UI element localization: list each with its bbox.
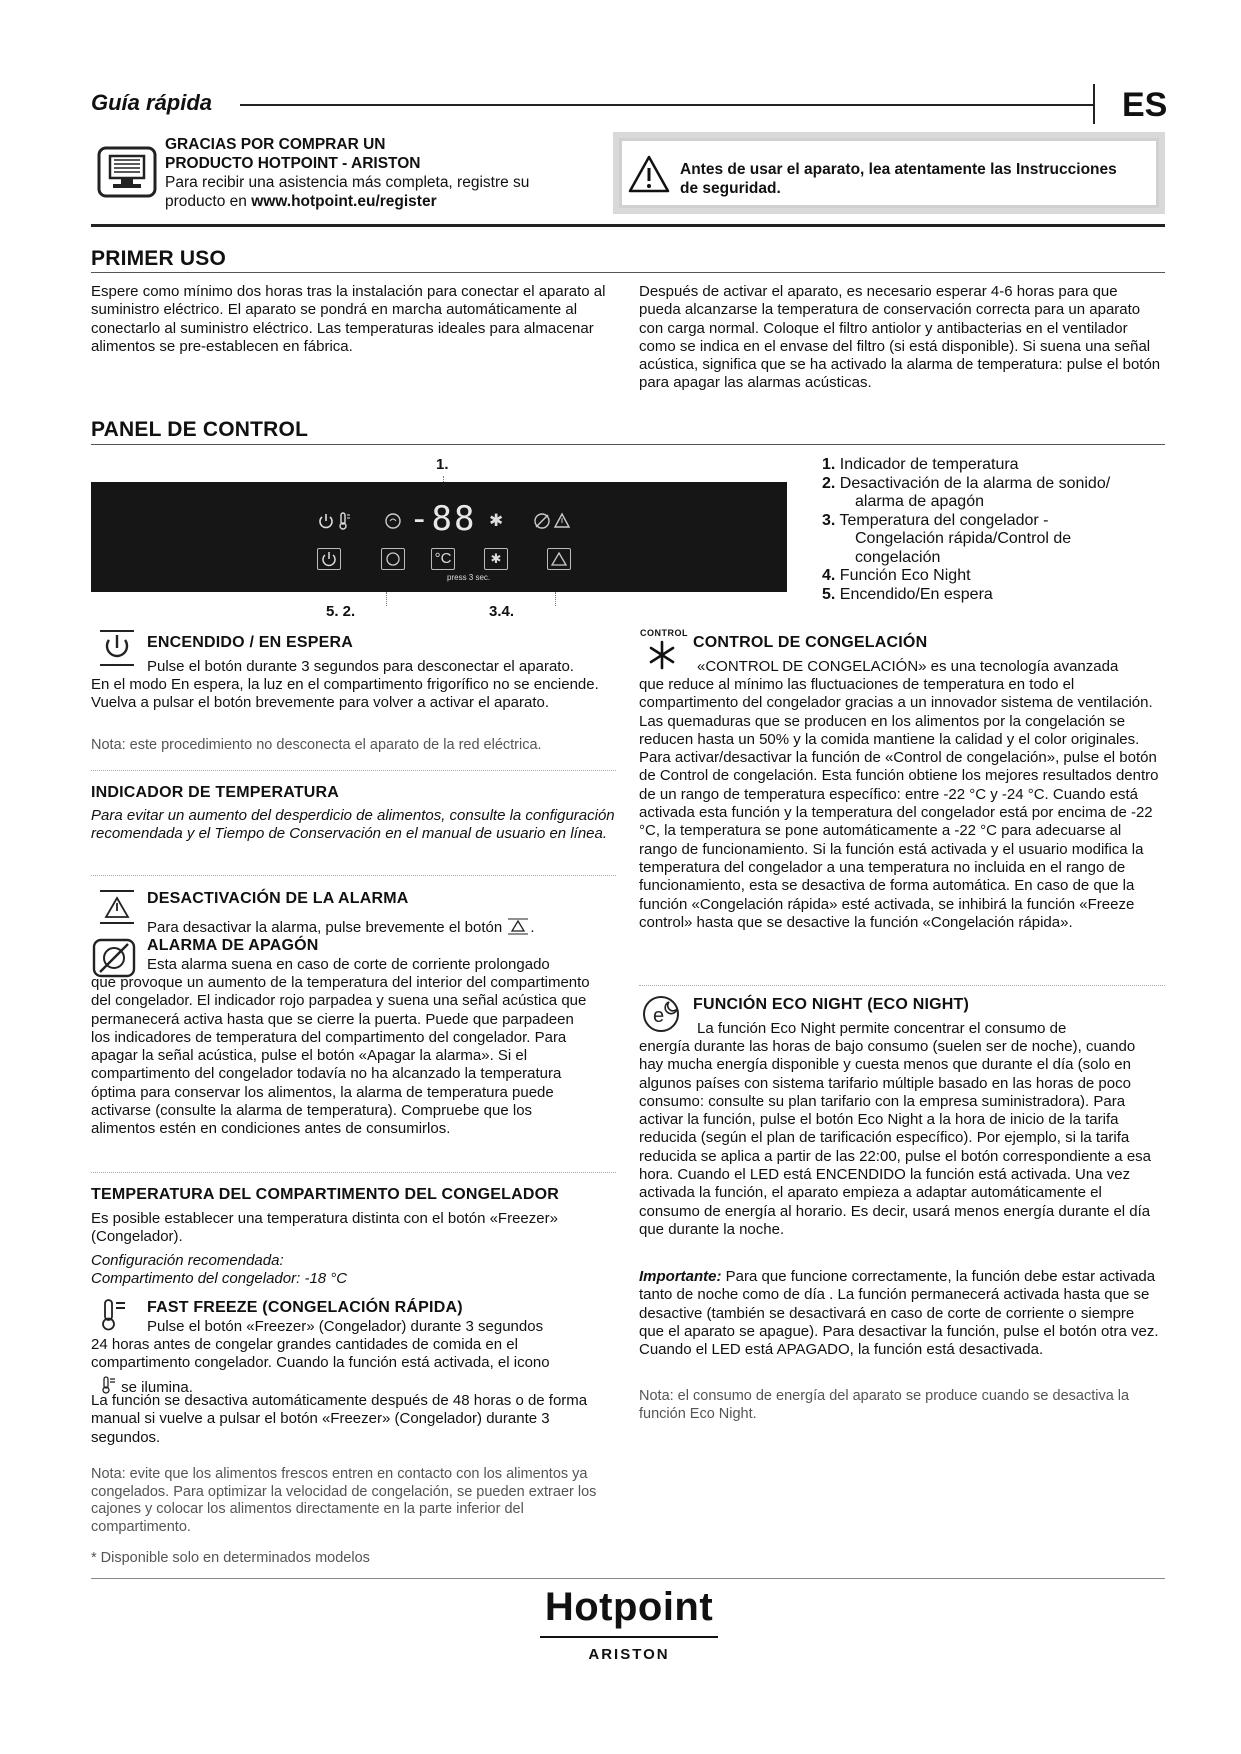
divider [91, 1172, 616, 1173]
language-code: ES [1122, 86, 1168, 124]
temperatura-text: Es posible establecer una temperatura distinta con el botón «Freezer» (Congelador). [91, 1210, 558, 1246]
fast-freeze-note: Nota: evite que los alimentos frescos entren en contacto con los alimentos ya congelados. Para optimizar la velocidad de congelación, se pueden extraer los cajones y colocar los alimentos directamente en la parte inferior del compartimento. [91, 1466, 597, 1535]
power-button[interactable] [317, 548, 341, 570]
indicador-title: INDICADOR DE TEMPERATURA [91, 784, 340, 801]
callout-5-2: 5. 2. [326, 603, 356, 620]
alarm-off-button[interactable] [547, 548, 571, 570]
power-icon [96, 628, 138, 673]
alarm-button-icon [506, 917, 530, 940]
alarm-off-indicator-icon [533, 512, 551, 535]
header-rule [240, 104, 1094, 106]
panel-legend [822, 456, 1162, 604]
register-line3: Para recibir una asistencia más completa, registre su [165, 174, 530, 191]
rec-line-2: Compartimento del congelador: -18 °C [91, 1270, 348, 1288]
primer-uso-rule [91, 272, 1165, 273]
encendido-title: ENCENDIDO / EN ESPERA [147, 634, 354, 651]
header-divider [1093, 84, 1095, 124]
register-line1: GRACIAS POR COMPRAR UN [165, 136, 386, 153]
eco-first: La función Eco Night permite concentrar el consumo de [697, 1020, 1067, 1037]
legend-item-5: 5. Encendido/En espera [822, 585, 993, 603]
alarma-apagon-text: que provoque un aumento de la temperatura del interior del compartimento del congelador. El indicador rojo parpadea y suena una señal acústica que permanecerá activa hasta que se cierre la puerta. Puede que parpadeen los indicadores de temperatura del compartimento del congelador. Para apagar la señal acústica, pulse el botón «Apagar la alarma». Si el compartimento del congelador todavía no ha alcanzado la temperatura óptima para conservar los alimentos, la alarma de temperatura puede activarse (consulte la alarma de temperatura). Compruebe que los alimentos estén en condiciones antes de consumirlos. [91, 974, 590, 1138]
important-text: Para que funcione correctamente, la función debe estar activada tanto de noche como de día . La función permanecerá activada hasta que se desactive (también se desactivará en caso de corte de corriente o siempre que el aparato se apague). Para desactivar la función, pulse el botón otra vez. Cuando el LED está APAGADO, la función está desactivada. [639, 1268, 1159, 1359]
alarm-triangle-icon [96, 888, 138, 931]
desactivacion-text: Para desactivar la alarma, pulse brevemente el botón [147, 919, 503, 936]
rec-line-1: Configuración recomendada: [91, 1252, 284, 1269]
panel-title: PANEL DE CONTROL [91, 418, 309, 441]
eco-text: energía durante las horas de bajo consumo (suelen ser de noche), cuando hay mucha energía disponible y cuesta menos que durante el día (solo en algunos países con sistema tarifario múltiple basado en las horas de poco consumo: consulte su plan tarifario con la empresa suministradora). Para activar la función, pulse el botón Eco Night a la hora de inicio de la tarifa reducida (según el plan de tarificación específico). Por ejemplo, si la tarifa reducida se aplica a partir de las 22:00, pulse el botón correspondiente a esa hora. Cuando el LED está ENCENDIDO la función está activada. Una vez activada la función, el aparato empieza a adaptar automáticamente el consumo de energía al horario. Es decir, usará menos energía durante el día que durante la noche. [639, 1038, 1151, 1238]
legend-item-1: 1. Indicador de temperatura [822, 456, 1019, 473]
eco-note: Nota: el consumo de energía del aparato se produce cuando se desactiva la función Eco Night. [639, 1388, 1130, 1422]
fast-freeze-title: FAST FREEZE (CONGELACIÓN RÁPIDA) [147, 1299, 463, 1316]
computer-icon [97, 146, 157, 203]
important-label: Importante: [639, 1268, 722, 1285]
register-line4 [165, 192, 529, 211]
warning-box [613, 132, 1165, 214]
eco-important [639, 1268, 1163, 1359]
temperatura-title: TEMPERATURA DEL COMPARTIMENTO DEL CONGELADOR [91, 1186, 560, 1203]
encendido-note: Nota: este procedimiento no desconecta el aparato de la red eléctrica. [91, 737, 542, 753]
primer-uso-right: Después de activar el aparato, es necesario esperar 4-6 horas para que pueda alcanzarse la temperatura de conservación correcta para un aparato con carga normal. Coloque el filtro antiolor y antibacterias en el ventilador como se indica en el envase del filtro (si está disponible). Si suena una señal acústica, significa que se ha activado la alarma de temperatura: pulse el botón para apagar las alarmas acústicas. [639, 283, 1161, 392]
divider [91, 770, 616, 771]
brand-name: Hotpoint [544, 1585, 714, 1629]
callout-3-4: 3.4. [489, 603, 515, 620]
eco-night-button[interactable] [381, 548, 405, 570]
register-block [165, 135, 529, 211]
eco-night-icon [641, 994, 685, 1039]
fast-freeze-text: 24 horas antes de congelar grandes cantidades de comida en el compartimento congelador. Cuando la función está activada, el icono [91, 1336, 550, 1372]
desactivacion-line [147, 914, 617, 937]
warning-text-1: Antes de usar el aparato, lea atentamente las Instrucciones [680, 161, 1117, 178]
freeze-control-button[interactable]: ✱ [484, 548, 508, 570]
callout-1: 1. [436, 456, 449, 473]
control-first: «CONTROL DE CONGELACIÓN» es una tecnología avanzada [697, 658, 1119, 675]
freezer-button[interactable]: °C [431, 548, 455, 570]
callout-line-3-4 [555, 592, 556, 606]
register-prefix: producto en [165, 193, 252, 210]
availability-note: * Disponible solo en determinados modelos [91, 1550, 370, 1566]
control-panel-image [91, 482, 787, 592]
alarma-apagon-first: Esta alarma suena en caso de corte de corriente prolongado [147, 956, 550, 973]
warning-triangle-icon [627, 154, 671, 199]
desactivacion-suffix: . [530, 919, 535, 936]
fast-freeze-first: Pulse el botón «Freezer» (Congelador) durante 3 segundos [147, 1318, 544, 1335]
legend-item-2: 2. Desactivación de la alarma de sonido/ alarma de apagón [822, 474, 1111, 510]
legend-item-4: 4. Función Eco Night [822, 567, 971, 584]
alarm-indicator-icon [553, 512, 571, 534]
register-line2: PRODUCTO HOTPOINT - ARISTON [165, 155, 421, 172]
section-rule [91, 224, 1165, 227]
encendido-text: En el modo En espera, la luz en el compartimento frigorífico no se enciende. Vuelva a pulsar el botón brevemente para volver a activar el aparato. [91, 676, 599, 712]
brand-sub: ARISTON [588, 1646, 670, 1663]
warning-text-2: de seguridad. [680, 180, 781, 197]
power-indicator-icon [318, 512, 334, 535]
eco-title: FUNCIÓN ECO NIGHT (ECO NIGHT) [693, 996, 970, 1013]
register-url[interactable]: www.hotpoint.eu/register [251, 193, 437, 210]
callout-line-5-2 [386, 592, 387, 606]
primer-uso-title: PRIMER USO [91, 247, 227, 270]
press-3-sec-label: press 3 sec. [447, 573, 491, 582]
divider [639, 985, 1165, 986]
fast-freeze-icon [100, 1298, 128, 1337]
indicador-text: Para evitar un aumento del desperdicio de alimentos, consulte la configuración recomendada y el Tiempo de Conservación en el manual de usuario en línea. [91, 807, 615, 843]
alarma-apagon-title: ALARMA DE APAGÓN [147, 937, 319, 954]
temperature-display: -88 [409, 499, 477, 539]
desactivacion-title: DESACTIVACIÓN DE LA ALARMA [147, 890, 409, 907]
page-title: Guía rápida [91, 90, 213, 115]
brand-logo [536, 1584, 722, 1663]
primer-uso-left: Espere como mínimo dos horas tras la instalación para conectar el aparato al suministro eléctrico. El aparato se pondrá en marcha automáticamente al conectarlo al suministro eléctrico. Las temperaturas ideales para almacenar alimentos se pre-establecen en fábrica. [91, 283, 606, 355]
temperatura-recommended [91, 1252, 611, 1289]
control-title: CONTROL DE CONGELACIÓN [693, 634, 928, 651]
divider [91, 875, 616, 876]
snowflake-indicator-icon: ✱ [489, 511, 504, 530]
encendido-first: Pulse el botón durante 3 segundos para desconectar el aparato. [147, 658, 574, 675]
fast-freeze-lit-text: se ilumina. [121, 1379, 193, 1396]
fast-freeze-text-2: La función se desactiva automáticamente después de 48 horas o de forma manual si vuelve a pulsar el botón «Freezer» (Congelador) durante 3 segundos. [91, 1392, 588, 1446]
eco-indicator-icon [384, 512, 402, 535]
legend-item-3: 3. Temperatura del congelador - Congelación rápida/Control de congelación [822, 511, 1072, 566]
control-text: que reduce al mínimo las fluctuaciones de temperatura en todo el compartimento del congelador gracias a un innovador sistema de ventilación. Las quemaduras que se producen en los alimentos por la congelación se reducen hasta un 50% y la comida mantiene la calidad y el color originales. Para activar/desactivar la función de «Control de congelación», pulse el botón de Control de congelación. Esta función obtiene los mejores resultados dentro de un rango de temperatura específico: entre -22 °C y -24 °C. Cuando está activada esta función y la temperatura del congelador está por encima de -22 °C, la temperatura se pone automáticamente a -22 °C para adecuarse al rango de funcionamiento. Si la función está activada y el usuario modifica la temperatura del congelador a una temperatura no incluida en el rango de funcionamiento, esta se desactiva de forma automática. En caso de que la función «Congelación rápida» esté activada, se inhibirá la función «Freeze control» hasta que se desactive la función «Congelación rápida». [639, 676, 1159, 931]
footer-rule [91, 1578, 1165, 1579]
panel-rule [91, 444, 1165, 445]
freeze-control-icon-text: CONTROL [640, 628, 688, 638]
svg-text:e: e [653, 1005, 665, 1027]
fast-freeze-indicator-icon [337, 511, 351, 536]
